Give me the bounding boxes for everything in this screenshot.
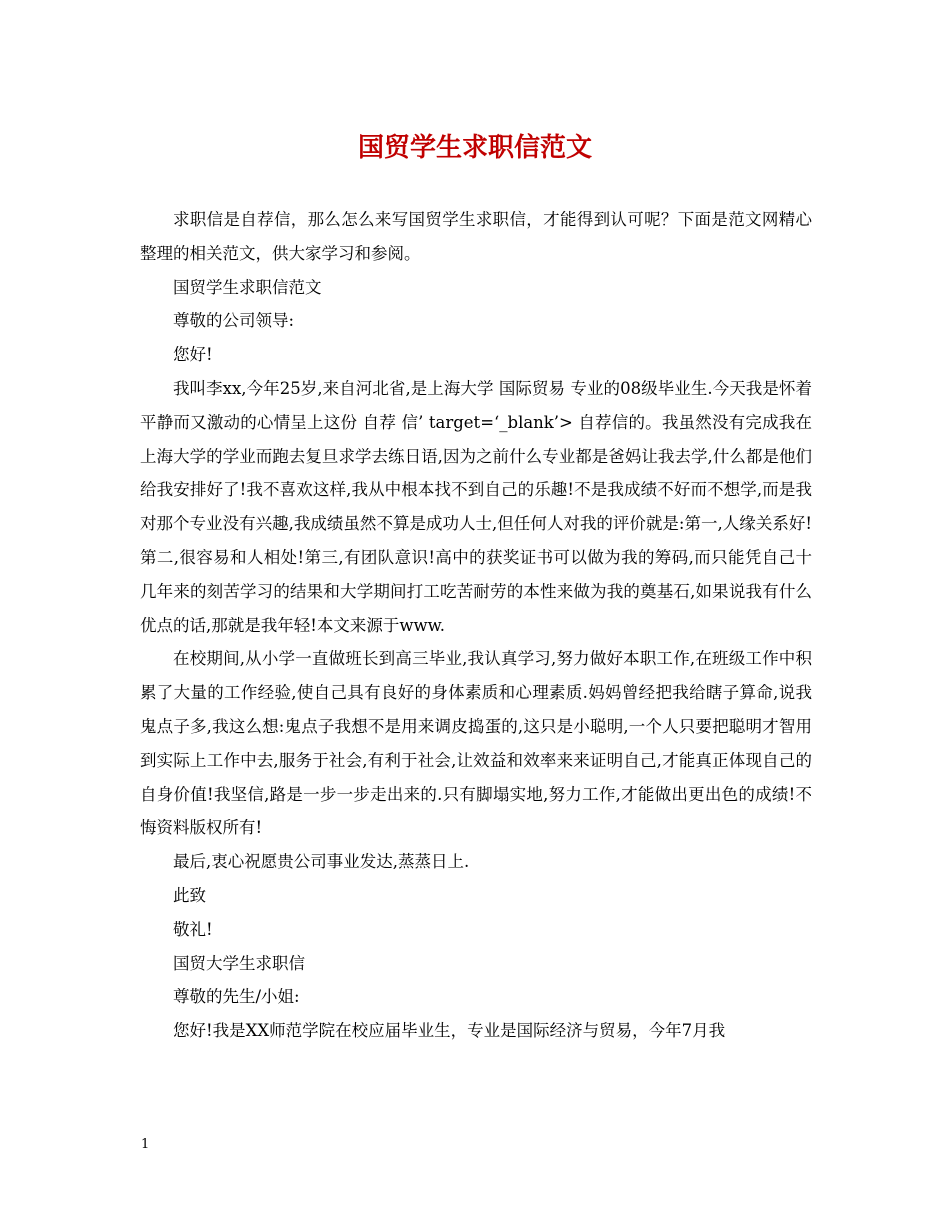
closing-wish: 最后,衷心祝愿贵公司事业发达,蒸蒸日上. — [173, 852, 470, 872]
closing-zhizhi: 此致 — [173, 885, 206, 905]
document-body — [140, 203, 812, 1048]
second-salutation: 尊敬的先生/小姐: — [173, 987, 300, 1007]
body-paragraph: 我叫李xx,今年25岁,来自河北省,是上海大学 国际贸易 专业的08级毕业生.今天我是怀着平静而又激动的心情呈上这份 自荐 信’ target=‘_blank’> 自荐信的。我虽然没有完成我在上海大学的学业而跑去复旦求学去练日语,因为之前什么专业都是爸妈让我去学,什么都是他们给我安排好了!我不喜欢这样,我从中根本找不到自己的乐趣!不是我成绩不好而不想学,而是我对那个专业没有兴趣,我成绩虽然不算是成功人士,但任何人对我的评价就是:第一,人缘关系好!第二,很容易和人相处!第三,有团队意识!高中的获奖证书可以做为我的筹码,而只能凭自己十几年来的刻苦学习的结果和大学期间打工吃苦耐劳的本性来做为我的奠基石,如果说我有什么优点的话,那就是我年轻!本文来源于www. — [140, 378, 812, 635]
closing-jingli: 敬礼! — [173, 919, 213, 939]
page-number: 1 — [141, 1137, 150, 1152]
letter-heading: 国贸学生求职信范文 — [173, 277, 322, 297]
body-paragraph: 在校期间,从小学一直做班长到高三毕业,我认真学习,努力做好本职工作,在班级工作中积累了大量的工作经验,使自己具有良好的身体素质和心理素质.妈妈曾经把我给瞎子算命,说我鬼点子多,我这么想:鬼点子我想不是用来调皮捣蛋的,这只是小聪明,一个人只要把聪明才智用到实际上工作中去,服务于社会,有利于社会,让效益和效率来来证明自己,才能真正体现自己的自身价值!我坚信,路是一步一步走出来的.只有脚塌实地,努力工作,才能做出更出色的成绩!不悔资料版权所有! — [140, 649, 812, 838]
intro-paragraph: 求职信是自荐信，那么怎么来写国贸学生求职信，才能得到认可呢？下面是范文网精心整理的相关范文，供大家学习和参阅。 — [140, 210, 812, 263]
document-title: 国贸学生求职信范文 — [357, 133, 592, 163]
greeting: 您好! — [173, 345, 213, 365]
second-letter-heading: 国贸大学生求职信 — [173, 953, 305, 973]
second-body-paragraph: 您好!我是XX师范学院在校应届毕业生，专业是国际经济与贸易，今年7月我 — [173, 1021, 726, 1041]
salutation: 尊敬的公司领导: — [173, 311, 295, 331]
